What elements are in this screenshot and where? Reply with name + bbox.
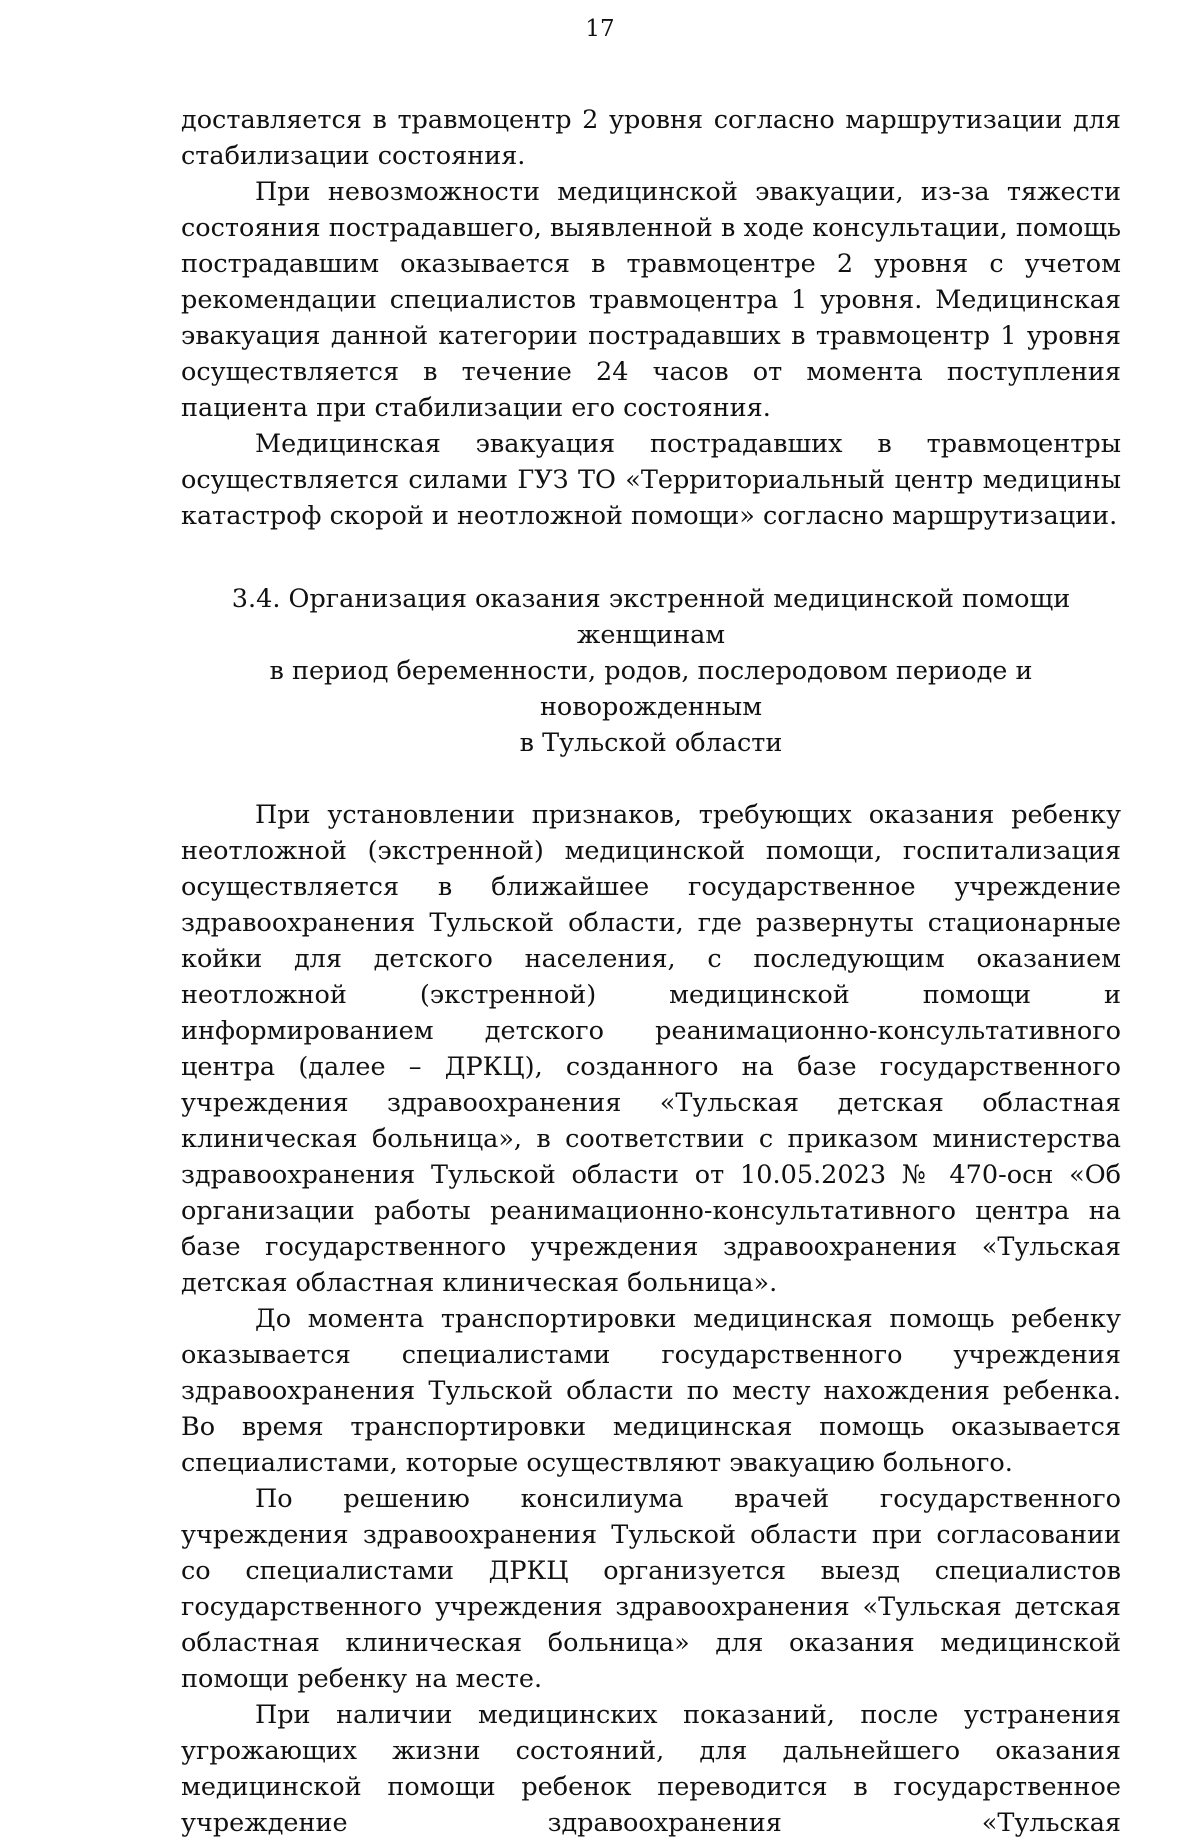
document-body — [181, 102, 1121, 1841]
paragraph-transport-care: До момента транспортировки медицинская помощь ребенку оказывается специалистами государственного учреждения здравоохранения Тульской области по месту нахождения ребенка. Во время транспортировки медицинская помощь оказывается специалистами, которые осуществляют эвакуацию больного. — [181, 1304, 1121, 1478]
paragraph-continuation: доставляется в травмоцентр 2 уровня согласно маршрутизации для стабилизации состояния. — [181, 105, 1121, 171]
spacer — [181, 761, 1121, 797]
section-heading-line: в период беременности, родов, послеродовом периоде и новорожденным — [269, 656, 1033, 722]
paragraph-evacuation-forces: Медицинская эвакуация пострадавших в травмоцентры осуществляется силами ГУЗ ТО «Территориальный центр медицины катастроф скорой и неотложной помощи» согласно маршрутизации. — [181, 429, 1121, 531]
page-number: 17 — [585, 16, 615, 42]
paragraph-transfer: При наличии медицинских показаний, после устранения угрожающих жизни состояний, для дальнейшего оказания медицинской помощи ребенок переводится в государственное учреждение здравоохранения «Тульская — [181, 1700, 1121, 1838]
paragraph-consilium: По решению консилиума врачей государственного учреждения здравоохранения Тульской области при согласовании со специалистами ДРКЦ организуется выезд специалистов государственного учреждения здравоохранения «Тульская детская областная клиническая больница» для оказания медицинской помощи ребенку на месте. — [181, 1484, 1121, 1694]
paragraph-evacuation-impossible: При невозможности медицинской эвакуации, из-за тяжести состояния пострадавшего, выявленной в ходе консультации, помощь пострадавшим оказывается в травмоцентре 2 уровня с учетом рекомендации специалистов травмоцентра 1 уровня. Медицинская эвакуация данной категории пострадавших в травмоцентр 1 уровня осуществляется в течение 24 часов от момента поступления пациента при стабилизации его состояния. — [181, 177, 1121, 423]
paragraph-hospitalization: При установлении признаков, требующих оказания ребенку неотложной (экстренной) медицинской помощи, госпитализация осуществляется в ближайшее государственное учреждение здравоохранения Тульской области, где развернуты стационарные койки для детского населения, с последующим оказанием неотложной (экстренной) медицинской помощи и информированием детского реанимационно-консультативного центра (далее – ДРКЦ), созданного на базе государственного учреждения здравоохранения «Тульская детская областная клиническая больница», в соответствии с приказом министерства здравоохранения Тульской области от 10.05.2023 № 470-осн «Об организации работы реанимационно-консультативного центра на базе государственного учреждения здравоохранения «Тульская детская областная клиническая больница». — [181, 800, 1121, 1298]
section-heading-line: 3.4. Организация оказания экстренной медицинской помощи женщинам — [231, 584, 1071, 650]
section-heading-line: в Тульской области — [519, 728, 783, 758]
section-heading — [181, 581, 1121, 761]
